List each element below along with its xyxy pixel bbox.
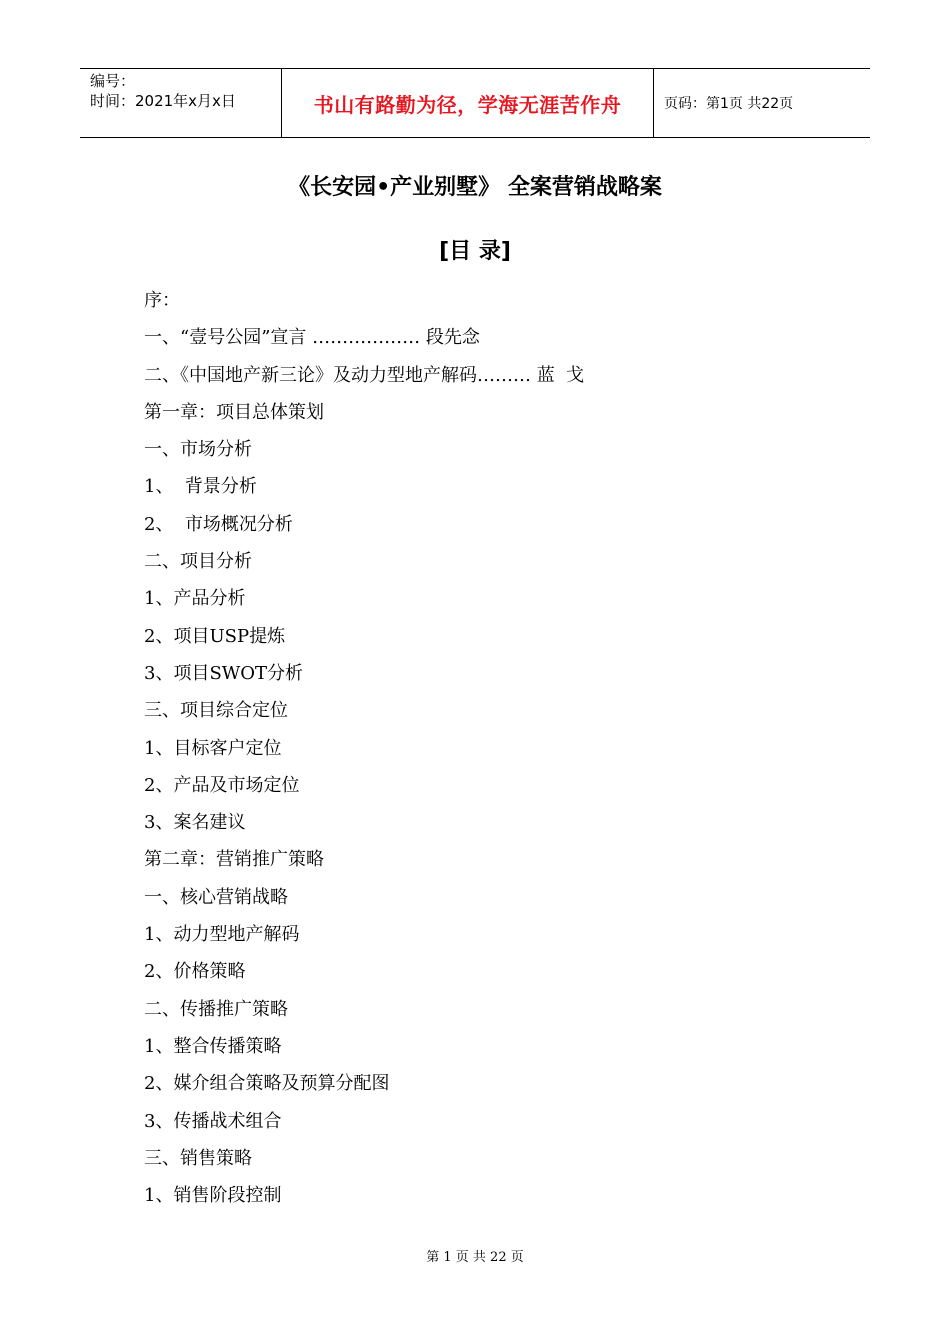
header-page-info: 页码：第1页 共22页 bbox=[664, 96, 794, 112]
toc-item: 1、 背景分析 bbox=[144, 476, 257, 498]
toc-heading: [目 录] bbox=[439, 239, 511, 264]
toc-item: 一、核心营销战略 bbox=[144, 886, 288, 908]
toc-item: 3、案名建议 bbox=[144, 812, 246, 834]
document-number-label: 编号： bbox=[90, 72, 136, 90]
toc-item: 二、《中国地产新三论》及动力型地产解码……… 蓝 戈 bbox=[144, 364, 585, 386]
toc-item: 1、目标客户定位 bbox=[144, 737, 282, 759]
toc-item: 3、项目SWOT分析 bbox=[144, 662, 304, 684]
toc-item: 2、媒介组合策略及预算分配图 bbox=[144, 1073, 390, 1095]
toc-item: 第一章：项目总体策划 bbox=[144, 401, 324, 423]
document-title: 《长安园•产业别墅》 全案营销战略案 bbox=[288, 175, 662, 200]
page-footer: 第 1 页 共 22 页 bbox=[426, 1250, 524, 1265]
document-date: 时间：2021年x月x日 bbox=[90, 92, 236, 110]
toc-item: 2、 市场概况分析 bbox=[144, 513, 293, 535]
toc-item: 2、产品及市场定位 bbox=[144, 774, 300, 796]
toc-item: 一、市场分析 bbox=[144, 439, 252, 461]
toc-item: 序： bbox=[144, 290, 180, 311]
toc-item: 二、传播推广策略 bbox=[144, 998, 288, 1020]
toc-item: 三、销售策略 bbox=[144, 1147, 252, 1169]
toc-item: 二、项目分析 bbox=[144, 551, 252, 573]
toc-item: 2、项目USP提炼 bbox=[144, 625, 286, 647]
toc-item: 3、传播战术组合 bbox=[144, 1110, 282, 1132]
header-meta bbox=[80, 69, 282, 137]
toc-item: 2、价格策略 bbox=[144, 961, 246, 983]
toc-item: 1、动力型地产解码 bbox=[144, 924, 300, 946]
toc-item: 第二章：营销推广策略 bbox=[144, 849, 324, 871]
toc-item: 1、整合传播策略 bbox=[144, 1035, 282, 1057]
header-motto: 书山有路勤为径，学海无涯苦作舟 bbox=[282, 69, 654, 137]
toc-item: 1、销售阶段控制 bbox=[144, 1185, 282, 1207]
toc-item: 三、项目综合定位 bbox=[144, 700, 288, 722]
page-header bbox=[80, 68, 870, 138]
toc-item: 1、产品分析 bbox=[144, 588, 246, 610]
table-of-contents bbox=[144, 282, 584, 1214]
toc-item: 一、“壹号公园”宣言 ……………… 段先念 bbox=[144, 327, 480, 349]
